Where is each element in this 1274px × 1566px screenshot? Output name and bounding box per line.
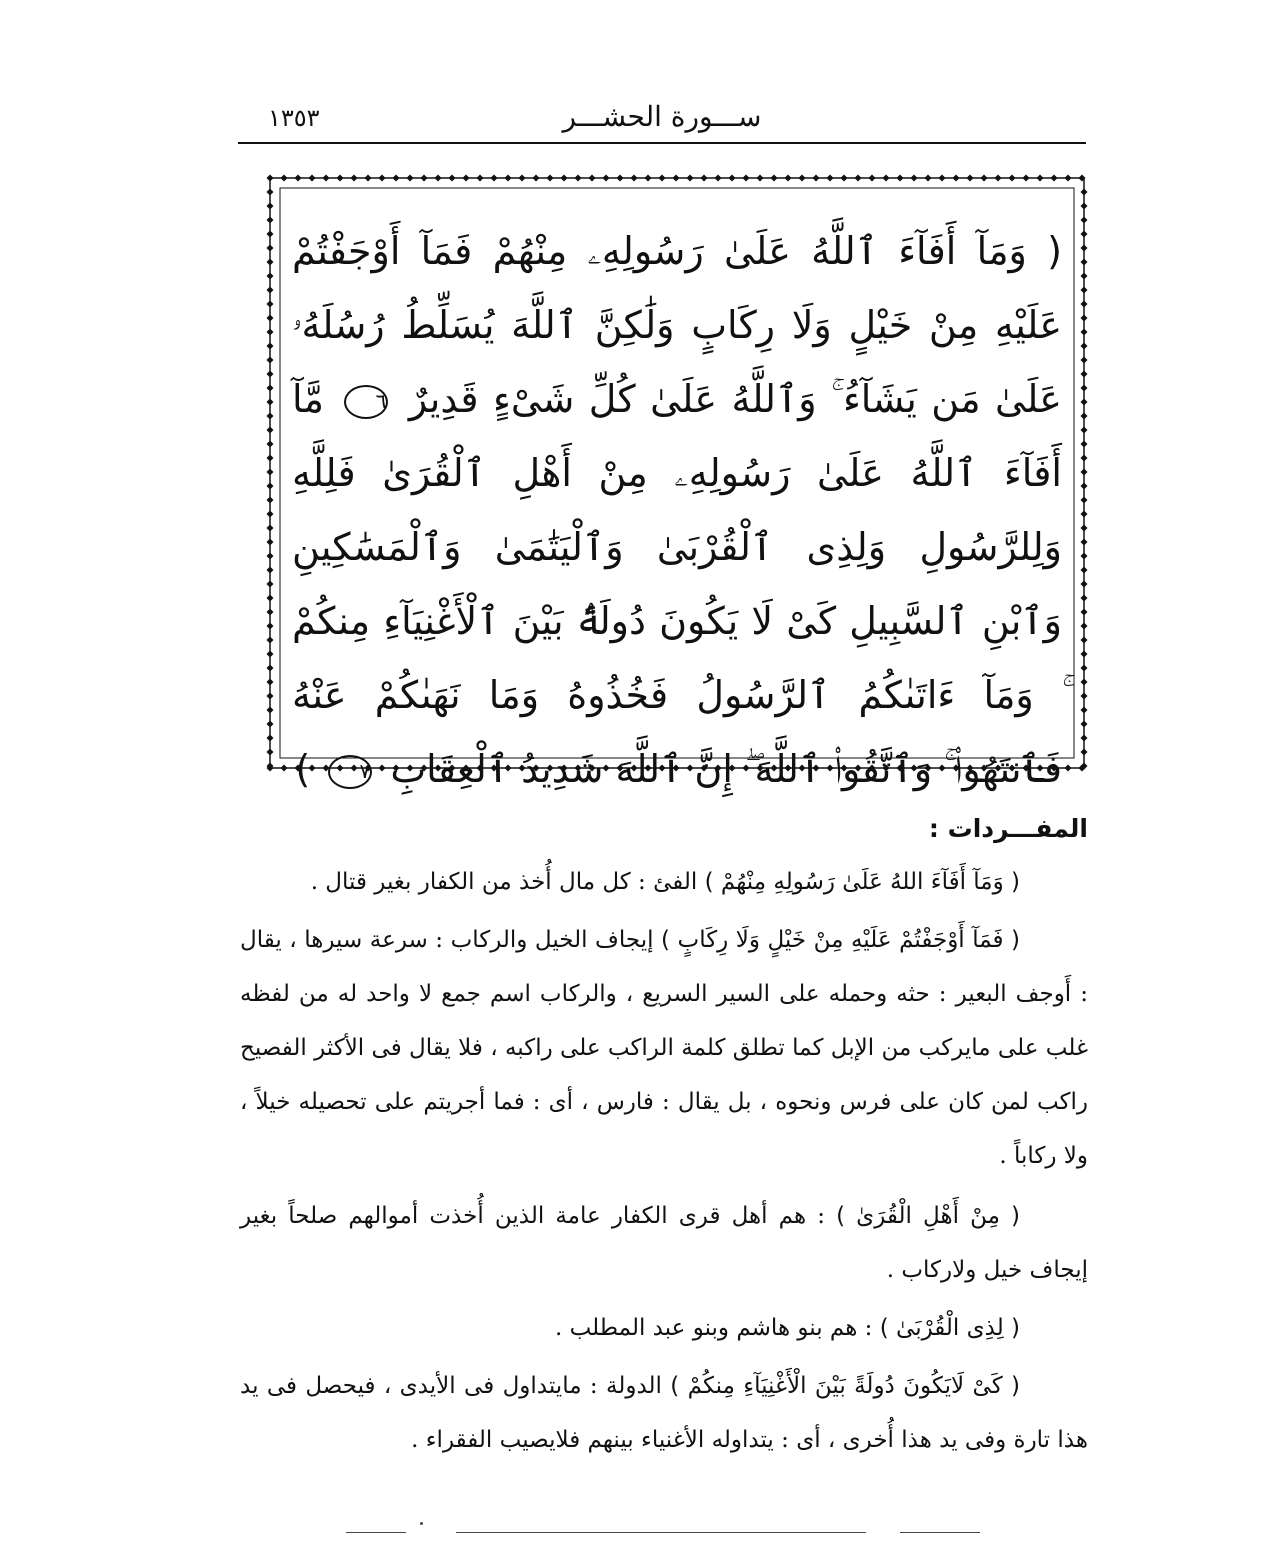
border-ornament [267, 665, 274, 672]
border-ornament [1081, 203, 1088, 210]
border-ornament [1009, 175, 1016, 182]
verse-segment: ( وَمَآ أَفَآءَ ٱللَّهُ عَلَىٰ رَسُولِهِۦ مِنْهُمْ فَمَآ أَوْجَفْتُمْ عَلَيْهِ مِنْ خَيْلٍ وَلَا رِكَابٍ وَلَٰكِنَّ ٱللَّهَ يُسَلِّطُ رُسُلَهُۥ عَلَىٰ مَن يَشَآءُ ۚ وَٱللَّهُ عَلَىٰ كُلِّ شَىْءٍ قَدِيرٌ [292, 229, 1062, 421]
border-ornament [267, 637, 274, 644]
border-ornament [267, 175, 274, 182]
border-ornament [533, 175, 540, 182]
border-ornament [561, 175, 568, 182]
border-ornament [1081, 455, 1088, 462]
border-ornament [267, 245, 274, 252]
border-ornament [1081, 749, 1088, 756]
border-ornament [365, 175, 372, 182]
glossary-term: ( فَمَآ أَوْجَفْتُمْ عَلَيْهِ مِنْ خَيْلٍ وَلَا رِكَابٍ ) [661, 927, 1020, 953]
border-ornament [1081, 231, 1088, 238]
border-ornament [449, 175, 456, 182]
border-ornament [267, 259, 274, 266]
border-ornament [687, 175, 694, 182]
glossary-entry [240, 1359, 1088, 1467]
page-number: ١٣٥٣ [268, 104, 320, 132]
border-ornament [1081, 665, 1088, 672]
border-ornament [267, 497, 274, 504]
border-ornament [1081, 217, 1088, 224]
border-ornament [897, 175, 904, 182]
border-ornament [1081, 623, 1088, 630]
border-ornament [267, 721, 274, 728]
border-ornament [1081, 651, 1088, 658]
border-ornament [799, 175, 806, 182]
border-ornament [953, 175, 960, 182]
border-ornament [267, 329, 274, 336]
header-rule [238, 142, 1086, 144]
border-ornament [785, 175, 792, 182]
border-ornament [715, 175, 722, 182]
border-ornament [1081, 581, 1088, 588]
border-ornament [645, 175, 652, 182]
border-ornament [281, 175, 288, 182]
border-ornament [267, 287, 274, 294]
border-ornament [1081, 553, 1088, 560]
border-ornament [267, 679, 274, 686]
border-ornament [281, 765, 288, 772]
border-ornament [1081, 497, 1088, 504]
border-ornament [1081, 301, 1088, 308]
glossary-heading: المفـــردات : [928, 814, 1088, 843]
border-ornament [351, 175, 358, 182]
border-ornament [463, 175, 470, 182]
glossary-term: ( وَمَآ أَفَآءَ اللهُ عَلَىٰ رَسُولِهِ مِنْهُمْ ) [704, 869, 1020, 895]
border-ornament [1081, 525, 1088, 532]
border-ornament [477, 175, 484, 182]
border-ornament [1081, 511, 1088, 518]
footer-rule [456, 1532, 866, 1533]
surah-title: ســـورة الحشـــر [562, 100, 762, 133]
glossary-definition: : هم أهل قرى الكفار عامة الذين أُخذت أموالهم صلحاً بغير إيجاف خيل ولاركاب . [240, 1203, 1088, 1283]
border-ornament [813, 175, 820, 182]
border-ornament [1081, 441, 1088, 448]
border-ornament [575, 175, 582, 182]
border-ornament [505, 175, 512, 182]
border-ornament [911, 175, 918, 182]
border-ornament [1081, 287, 1088, 294]
glossary-entry [240, 855, 1088, 909]
border-ornament [1081, 693, 1088, 700]
border-ornament [267, 749, 274, 756]
border-ornament [995, 175, 1002, 182]
border-ornament [1081, 427, 1088, 434]
border-ornament [1081, 189, 1088, 196]
border-ornament [267, 315, 274, 322]
border-ornament [827, 175, 834, 182]
border-ornament [1051, 175, 1058, 182]
border-ornament [267, 427, 274, 434]
border-ornament [1081, 385, 1088, 392]
border-ornament [407, 175, 414, 182]
border-ornament [1081, 609, 1088, 616]
border-ornament [267, 651, 274, 658]
border-ornament [267, 399, 274, 406]
border-ornament [1081, 343, 1088, 350]
border-ornament [267, 539, 274, 546]
border-ornament [393, 175, 400, 182]
border-ornament [855, 175, 862, 182]
border-ornament [673, 175, 680, 182]
border-ornament [1081, 595, 1088, 602]
border-ornament [1023, 175, 1030, 182]
border-ornament [267, 511, 274, 518]
border-ornament [267, 441, 274, 448]
glossary-definition: إيجاف الخيل والركاب : سرعة سيرها ، يقال : أَوجف البعير : حثه وحمله على السير السريع ، والركاب اسم جمع لا واحد له من لفظه غلب على مايركب من الإبل كما تطلق كلمة الراكب على راكبه ، فلا يقال فى الأكثر الفصيح راكب لمن كان على فرس ونحوه ، بل يقال : فارس ، أى : فما أجريتم على تحصيله خيلاً ، ولا ركاباً . [240, 927, 1088, 1169]
border-ornament [267, 301, 274, 308]
border-ornament [981, 175, 988, 182]
border-ornament [1081, 539, 1088, 546]
border-ornament [1065, 175, 1072, 182]
border-ornament [939, 175, 946, 182]
footer-rule [346, 1532, 406, 1533]
border-ornament [757, 175, 764, 182]
border-ornament [491, 175, 498, 182]
footer-rule [900, 1532, 980, 1533]
border-ornament [771, 175, 778, 182]
border-ornament [1081, 483, 1088, 490]
border-ornament [1081, 245, 1088, 252]
border-ornament [267, 483, 274, 490]
border-ornament [267, 525, 274, 532]
border-ornament [1081, 679, 1088, 686]
border-ornament [743, 175, 750, 182]
border-ornament [295, 175, 302, 182]
border-ornament [267, 231, 274, 238]
border-ornament [617, 175, 624, 182]
border-ornament [267, 203, 274, 210]
border-ornament [1081, 567, 1088, 574]
verse-frame [262, 170, 1092, 791]
border-ornament [267, 189, 274, 196]
border-ornament [841, 175, 848, 182]
border-ornament [519, 175, 526, 182]
verse-segment: مَّآ أَفَآءَ ٱللَّهُ عَلَىٰ رَسُولِهِۦ مِنْ أَهْلِ ٱلْقُرَىٰ فَلِلَّهِ وَلِلرَّسُولِ وَلِذِى ٱلْقُرْبَىٰ وَٱلْيَتَٰمَىٰ وَٱلْمَسَٰكِينِ وَٱبْنِ ٱلسَّبِيلِ كَىْ لَا يَكُونَ دُولَةًۢ بَيْنَ ٱلْأَغْنِيَآءِ مِنكُمْ ۚ وَمَآ ءَاتَىٰكُمُ ٱلرَّسُولُ فَخُذُوهُ وَمَا نَهَىٰكُمْ عَنْهُ فَٱنتَهُوا۟ ۚ وَٱتَّقُوا۟ ٱللَّهَ ۖ إِنَّ ٱللَّهَ شَدِيدُ ٱلْعِقَابِ [292, 377, 1062, 791]
border-ornament [323, 175, 330, 182]
border-ornament [883, 175, 890, 182]
border-ornament [421, 175, 428, 182]
border-ornament [1081, 735, 1088, 742]
border-ornament [267, 553, 274, 560]
border-ornament [701, 175, 708, 182]
border-ornament [547, 175, 554, 182]
page-header [238, 98, 1086, 146]
border-ornament [267, 609, 274, 616]
border-ornament [1081, 315, 1088, 322]
border-ornament [1081, 259, 1088, 266]
border-ornament [267, 707, 274, 714]
border-ornament [267, 469, 274, 476]
glossary-definition: الدولة : مايتداول فى الأيدى ، فيحصل فى يد هذا تارة وفى يد هذا أُخرى ، أى : يتداوله الأغنياء بينهم فلايصيب الفقراء . [240, 1373, 1088, 1453]
glossary-entry [240, 1301, 1088, 1355]
border-ornament [1065, 765, 1072, 772]
border-ornament [379, 175, 386, 182]
border-ornament [337, 175, 344, 182]
border-ornament [729, 175, 736, 182]
glossary-term: ( لِذِى الْقُرْبَىٰ ) [879, 1315, 1020, 1341]
glossary-definition: الفئ : كل مال أُخذ من الكفار بغير قتال . [310, 869, 698, 895]
glossary-term: ( كَىْ لَايَكُونَ دُولَةً بَيْنَ الْأَغْنِيَآءِ مِنكُمْ ) [670, 1373, 1020, 1399]
border-ornament [659, 175, 666, 182]
verse-text [292, 214, 1062, 806]
border-ornament [267, 623, 274, 630]
border-ornament [267, 455, 274, 462]
border-ornament [1081, 707, 1088, 714]
border-ornament [267, 385, 274, 392]
border-ornament [267, 581, 274, 588]
border-ornament [1081, 357, 1088, 364]
glossary-term: ( مِنْ أَهْلِ الْقُرَىٰ ) [836, 1203, 1021, 1229]
border-ornament [1081, 413, 1088, 420]
border-ornament [267, 413, 274, 420]
border-ornament [1081, 329, 1088, 336]
border-ornament [1081, 273, 1088, 280]
footer-dot [420, 1522, 423, 1525]
border-ornament [967, 175, 974, 182]
closing-parenthesis: ) [295, 747, 311, 791]
border-ornament [1081, 399, 1088, 406]
border-ornament [869, 175, 876, 182]
border-ornament [1081, 371, 1088, 378]
border-ornament [267, 693, 274, 700]
border-ornament [603, 175, 610, 182]
border-ornament [267, 567, 274, 574]
border-ornament [267, 343, 274, 350]
border-ornament [267, 273, 274, 280]
border-ornament [589, 175, 596, 182]
glossary-entry [240, 1189, 1088, 1297]
border-ornament [1081, 469, 1088, 476]
border-ornament [267, 595, 274, 602]
border-ornament [267, 357, 274, 364]
border-ornament [267, 217, 274, 224]
glossary-entry [240, 913, 1088, 1183]
border-ornament [267, 735, 274, 742]
border-ornament [267, 371, 274, 378]
ayah-number-marker: ٦ [344, 385, 388, 419]
border-ornament [925, 175, 932, 182]
glossary-section [240, 814, 1088, 1467]
glossary-definition: : هم بنو هاشم وبنو عبد المطلب . [554, 1315, 873, 1341]
ayah-number-marker: ٧ [328, 755, 372, 789]
border-ornament [435, 175, 442, 182]
border-ornament [1037, 175, 1044, 182]
border-ornament [1081, 721, 1088, 728]
border-ornament [631, 175, 638, 182]
border-ornament [309, 175, 316, 182]
border-ornament [1081, 637, 1088, 644]
